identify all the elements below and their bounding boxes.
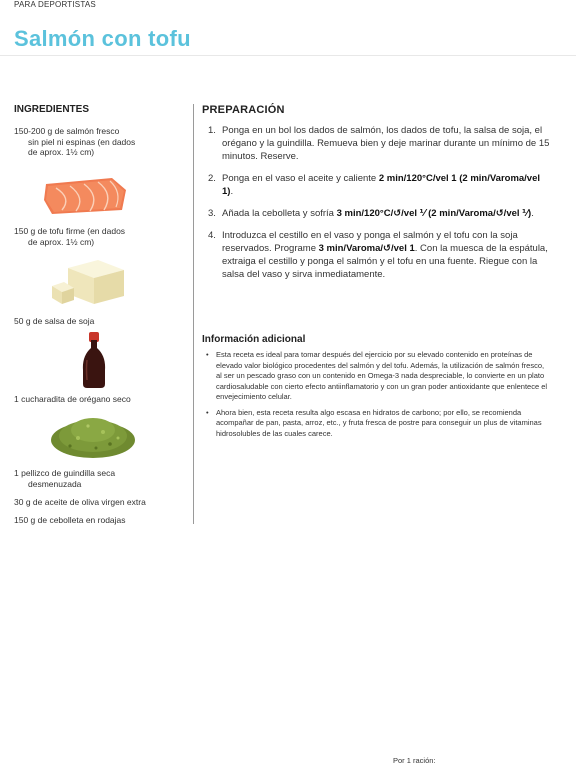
step-setting: 3 min/Varoma/↺/vel 1 [318,243,415,254]
ingredient-onion [14,515,184,526]
ingredient-tofu [14,226,184,247]
ingredient-oregano [14,394,184,405]
title-divider [0,55,576,56]
ingredient-line: 150 g de cebolleta en rodajas [14,515,126,525]
info-heading: Información adicional [202,334,306,345]
step-setting: 3 min/120°C/↺/vel ⅟ (2 min/Varoma/↺/vel ⅟) [336,208,532,219]
ingredient-line: desmenuzada [28,478,82,489]
info-item [204,408,552,440]
step-item [204,172,552,198]
ingredients-heading: INGREDIENTES [14,104,90,115]
column-divider [193,104,194,524]
step-item [204,124,552,163]
info-text: Esta receta es ideal para tomar después del ejercicio por su elevado contenido en proteínas de elevado valor biológico procedentes del salmón y del tofu. Además, la utilización de salmón fresco, al ser un pescado graso con un contenido en Omega-3 nada despreciable, lo convierte en un plato cardiosaludable con cierto efecto antiinflamatorio y con un gran poder antioxidante que enlentece el envejecimiento celular. [216,350,548,401]
step-item [204,229,552,281]
ingredient-oil [14,497,184,508]
ingredient-line: 50 g de salsa de soja [14,316,95,326]
salmon-image [42,176,130,216]
step-number: 4. [208,230,216,241]
step-number: 2. [208,173,216,184]
ingredient-line: 30 g de aceite de oliva virgen extra [14,497,146,507]
nutrition-footer: Por 1 ración: [393,756,436,765]
preparation-heading: PREPARACIÓN [202,104,285,116]
ingredient-line: 1 pellizco de guindilla seca [14,468,116,478]
bullet-icon: • [206,407,209,417]
ingredient-line: de aprox. 1½ cm) [28,236,95,247]
step-text: . [531,208,534,219]
step-item [204,207,552,220]
info-text: Ahora bien, esta receta resulta algo escasa en hidratos de carbono; por ello, se recomienda acompañar de pan, pasta, arroz, etc., y fruta fresca de postre para conseguir un plus de vitaminas hidrosolubles de las cuales carece. [216,407,542,438]
ingredient-salmon [14,126,184,158]
preparation-steps [204,124,552,290]
ingredient-line: 1 cucharadita de orégano seco [14,394,131,404]
soy-sauce-bottle-image [78,330,110,390]
step-text: Ponga en el vaso el aceite y caliente [222,173,379,184]
step-text: Introduzca el cestillo en el vaso y ponga el salmón y el tofu con la soja reservados. Programe [222,230,518,254]
ingredient-line: 150 g de tofu firme (en dados [14,226,126,236]
ingredient-line: 150-200 g de salmón fresco [14,126,120,136]
info-item [204,350,552,403]
ingredient-line: sin piel ni espinas (en dados [28,136,136,147]
bullet-icon: • [206,350,209,359]
step-number: 1. [208,125,216,136]
info-list [204,350,552,444]
step-text: . [230,186,234,197]
step-setting: 2 min/120°C/vel 1 (2 min/Varoma/vel 1) [222,173,541,197]
ingredient-soy [14,316,184,327]
ingredient-chili [14,468,184,489]
section-label: PARA DEPORTISTAS [14,0,96,9]
step-text: Ponga en un bol los dados de salmón, los dados de tofu, la salsa de soja, el orégano y la guindilla. Remueva bien y deje marinar durante un mínimo de 15 minutos. Reserve. [222,125,550,162]
recipe-title: Salmón con tofu [14,26,191,51]
ingredient-line: de aprox. 1½ cm) [28,147,95,157]
step-text: . Con la muesca de la espátula, extraiga el cestillo y ponga el salmón y el tofu en una fuente. Riegue con la salsa del vaso y sirva inmediatamente. [222,243,548,280]
step-number: 3. [208,208,216,219]
step-text: Añada la cebolleta y sofría [222,208,337,219]
tofu-image [50,256,128,308]
oregano-image [48,408,138,460]
